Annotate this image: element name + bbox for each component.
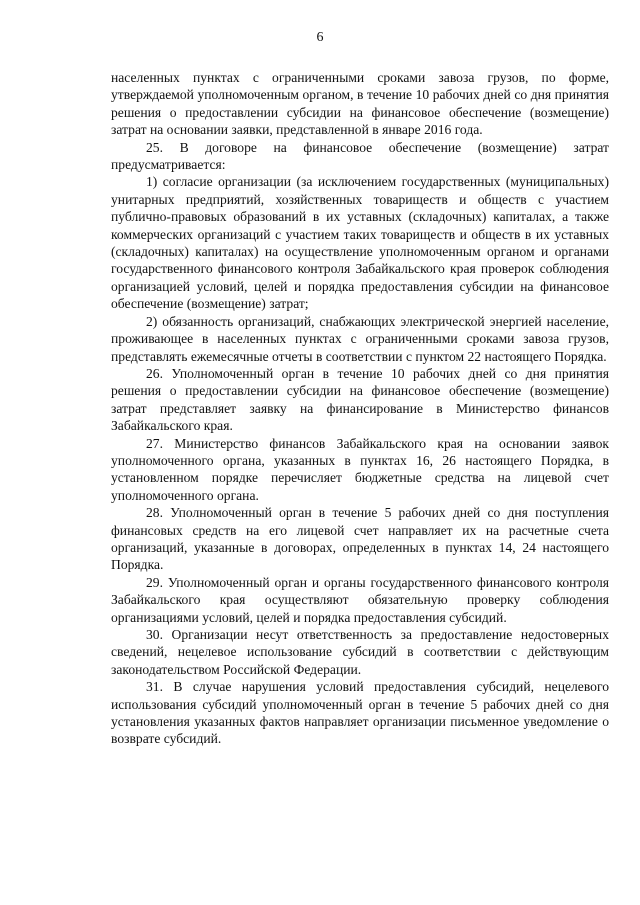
paragraph-item-25: 25. В договоре на финансовое обеспечение (возмещение) затрат предусматривается:	[111, 139, 609, 173]
paragraph-continuation: населенных пунктах с ограниченными сроками завоза грузов, по форме, утверждаемой уполномоченным органом, в течение 10 рабочих дней со дня принятия решения о предоставлении субсидии на финансовое обеспечение (возмещение) затрат на основании заявки, представленной в январе 2016 года.	[111, 70, 609, 138]
paragraph-item-26: 26. Уполномоченный орган в течение 10 рабочих дней со дня принятия решения о предоставлении субсидии на финансовое обеспечение (возмещение) затрат представляет заявку на финансирование в Министерство финансов Забайкальского края.	[111, 365, 609, 434]
paragraph-item-30: 30. Организации несут ответственность за предоставление недостоверных сведений, нецелевое использование субсидий в соответствии с действующим законодательством Российской Федерации.	[111, 627, 609, 677]
paragraph-item-29: 29. Уполномоченный орган и органы государственного финансового контроля Забайкальского края осуществляют обязательную проверку соблюдения организациями условий, целей и порядка предоставления субсидий.	[111, 574, 609, 625]
paragraph-item-28: 28. Уполномоченный орган в течение 5 рабочих дней со дня поступления финансовых средств на его лицевой счет направляет их на расчетные счета организаций, указанные в договорах, определенных в пунктах 14, 24 настоящего Порядка.	[111, 505, 609, 573]
paragraph-subitem-2: 2) обязанность организаций, снабжающих электрической энергией население, проживающее в населенных пунктах с ограниченными сроками завоза грузов, представлять ежемесячные отчеты в соответствии с пунктом 22 настоящего Порядка.	[111, 313, 609, 364]
paragraph-item-31: 31. В случае нарушения условий предоставления субсидий, нецелевого использования субсидий уполномоченный орган в течение 5 рабочих дней со дня установления указанных фактов направляет организации письменное уведомление о возврате субсидий.	[111, 679, 609, 747]
paragraph-subitem-1: 1) согласие организации (за исключением государственных (муниципальных) унитарных предприятий, хозяйственных товариществ и обществ с участием публично-правовых образований в их уставных (складочных) капиталах, а также коммерческих организаций с участием таких товариществ и обществ в их уставных (складочных) капиталах) на осуществление уполномоченным органом и органами государственного финансового контроля Забайкальского края проверок соблюдения организацией условий, целей и порядка предоставления субсидии на финансовое обеспечение (возмещение) затрат;	[111, 174, 609, 312]
paragraph-item-27: 27. Министерство финансов Забайкальского края на основании заявок уполномоченного органа, указанных в пунктах 16, 26 настоящего Порядка, в установленном порядке перечисляет бюджетные средства на лицевой счет уполномоченного органа.	[111, 435, 609, 503]
page-number: 6	[316, 30, 324, 45]
document-body	[111, 69, 609, 748]
